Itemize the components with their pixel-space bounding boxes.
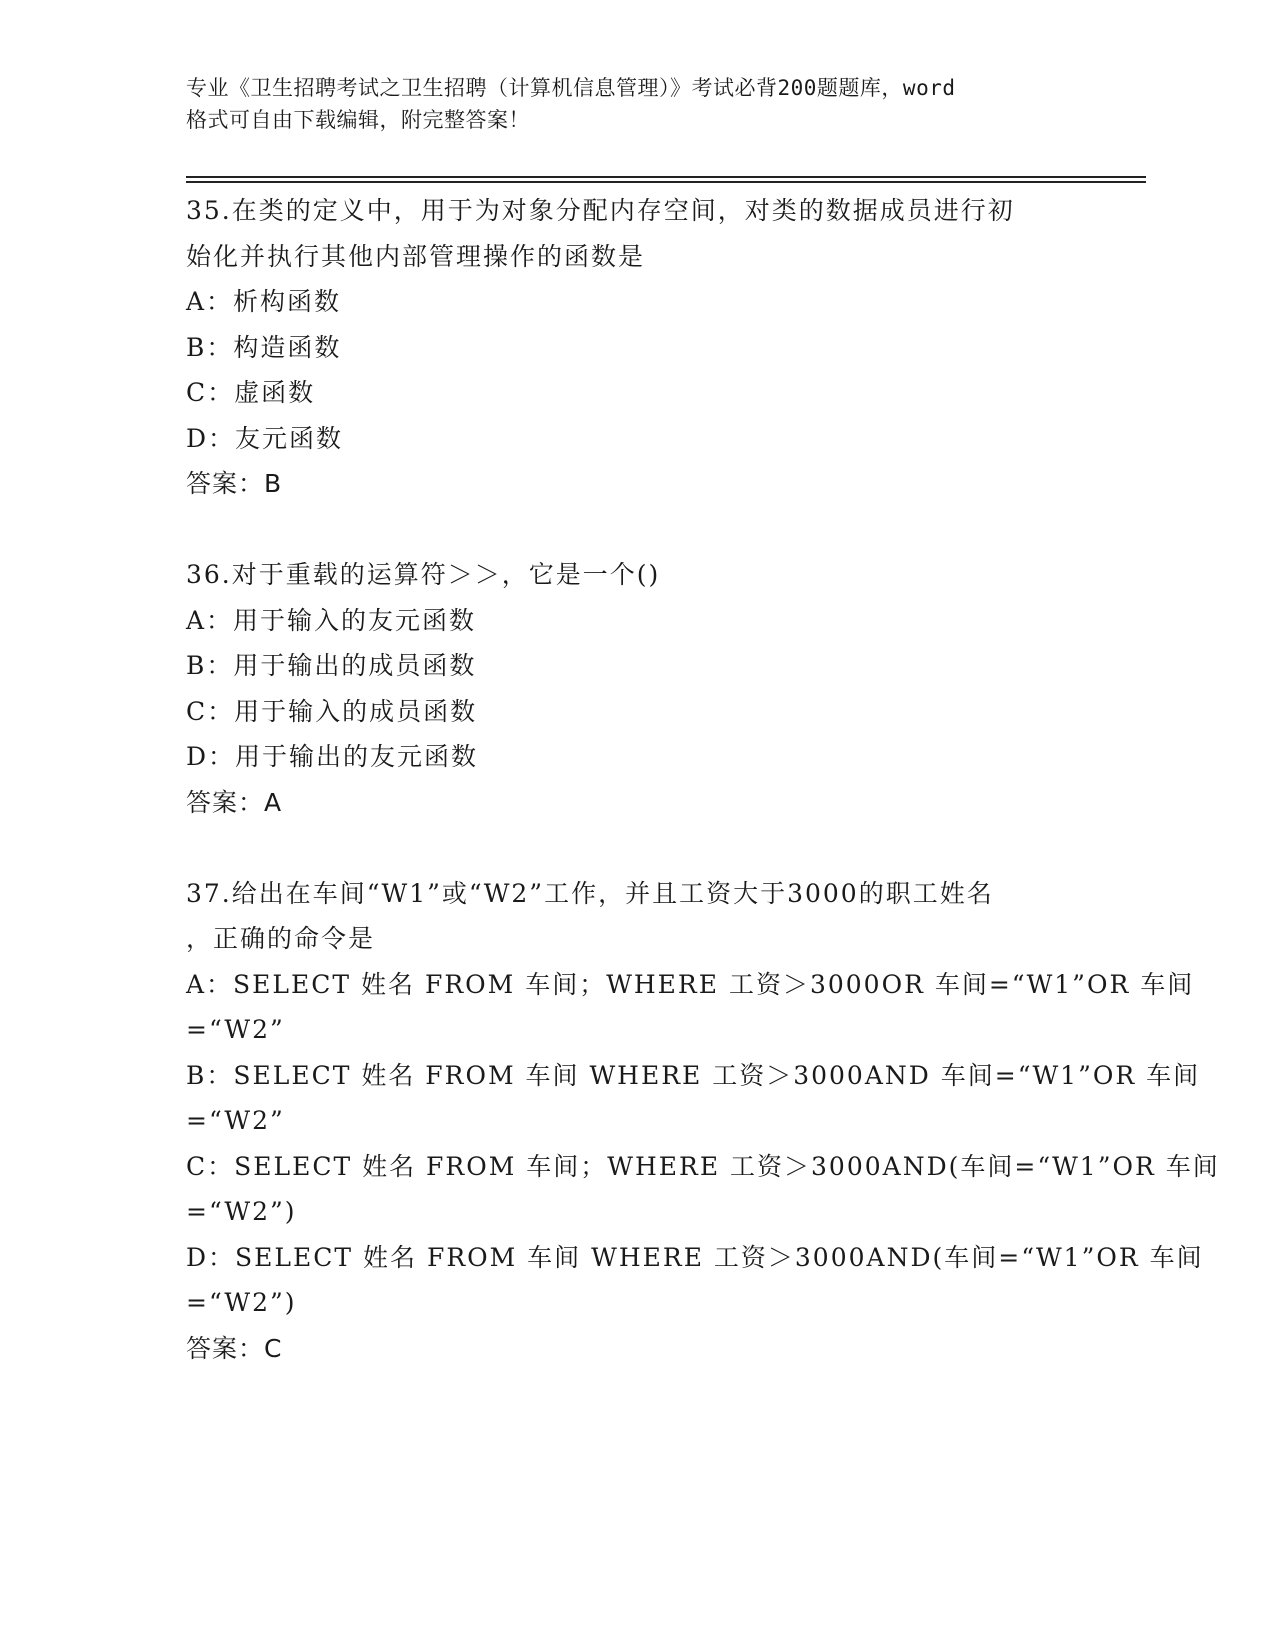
option-a: A：用于输入的友元函数 <box>186 605 477 635</box>
option-d-continued: =“W2”) <box>186 1288 297 1317</box>
option-d: D：SELECT 姓名 FROM 车间 WHERE 工资＞3000AND(车间=“W1”OR 车间 <box>186 1242 1204 1272</box>
option-c: C：虚函数 <box>186 378 316 407</box>
question-stem: 始化并执行其他内部管理操作的函数是 <box>186 241 646 271</box>
option-b: B：SELECT 姓名 FROM 车间 WHERE 工资＞3000AND 车间=“W1”OR 车间 <box>186 1060 1201 1090</box>
option-a-continued: =“W2” <box>186 1015 285 1044</box>
question-spacer <box>186 507 1086 553</box>
question-stem: 37.给出在车间“W1”或“W2”工作，并且工资大于3000的职工姓名 <box>186 878 994 908</box>
option-b: B：构造函数 <box>186 332 342 362</box>
option-c: C：用于输入的成员函数 <box>186 696 478 726</box>
answer-label: 答案：C <box>186 1333 283 1363</box>
question-stem: 36.对于重载的运算符＞＞，它是一个() <box>186 560 661 589</box>
question-list <box>186 188 1220 1371</box>
option-b-continued: =“W2” <box>186 1106 285 1135</box>
question-stem: 35.在类的定义中，用于为对象分配内存空间，对类的数据成员进行初 <box>186 196 1015 225</box>
option-d: D：用于输出的友元函数 <box>186 742 479 771</box>
header-divider-bottom <box>186 181 1146 183</box>
option-c: C：SELECT 姓名 FROM 车间；WHERE 工资＞3000AND(车间=“W1”OR 车间 <box>186 1151 1220 1181</box>
answer-label: 答案：B <box>186 469 283 498</box>
header-line-2: 格式可自由下载编辑，附完整答案！ <box>186 108 530 132</box>
question-35 <box>186 188 1086 507</box>
answer-label: 答案：A <box>186 787 283 817</box>
header-divider-top <box>186 176 1146 178</box>
option-a: A：析构函数 <box>186 287 342 316</box>
document-header <box>186 72 1086 136</box>
option-b: B：用于输出的成员函数 <box>186 651 477 680</box>
question-spacer <box>186 825 1086 871</box>
question-37 <box>186 871 1220 1372</box>
option-d: D：友元函数 <box>186 423 344 453</box>
option-a: A：SELECT 姓名 FROM 车间；WHERE 工资＞3000OR 车间=“W1”OR 车间 <box>186 969 1195 999</box>
question-36 <box>186 552 1086 825</box>
question-stem: ，正确的命令是 <box>186 924 376 953</box>
option-c-continued: =“W2”) <box>186 1197 297 1226</box>
header-line-1: 专业《卫生招聘考试之卫生招聘（计算机信息管理）》考试必背200题题库，word <box>186 76 956 100</box>
